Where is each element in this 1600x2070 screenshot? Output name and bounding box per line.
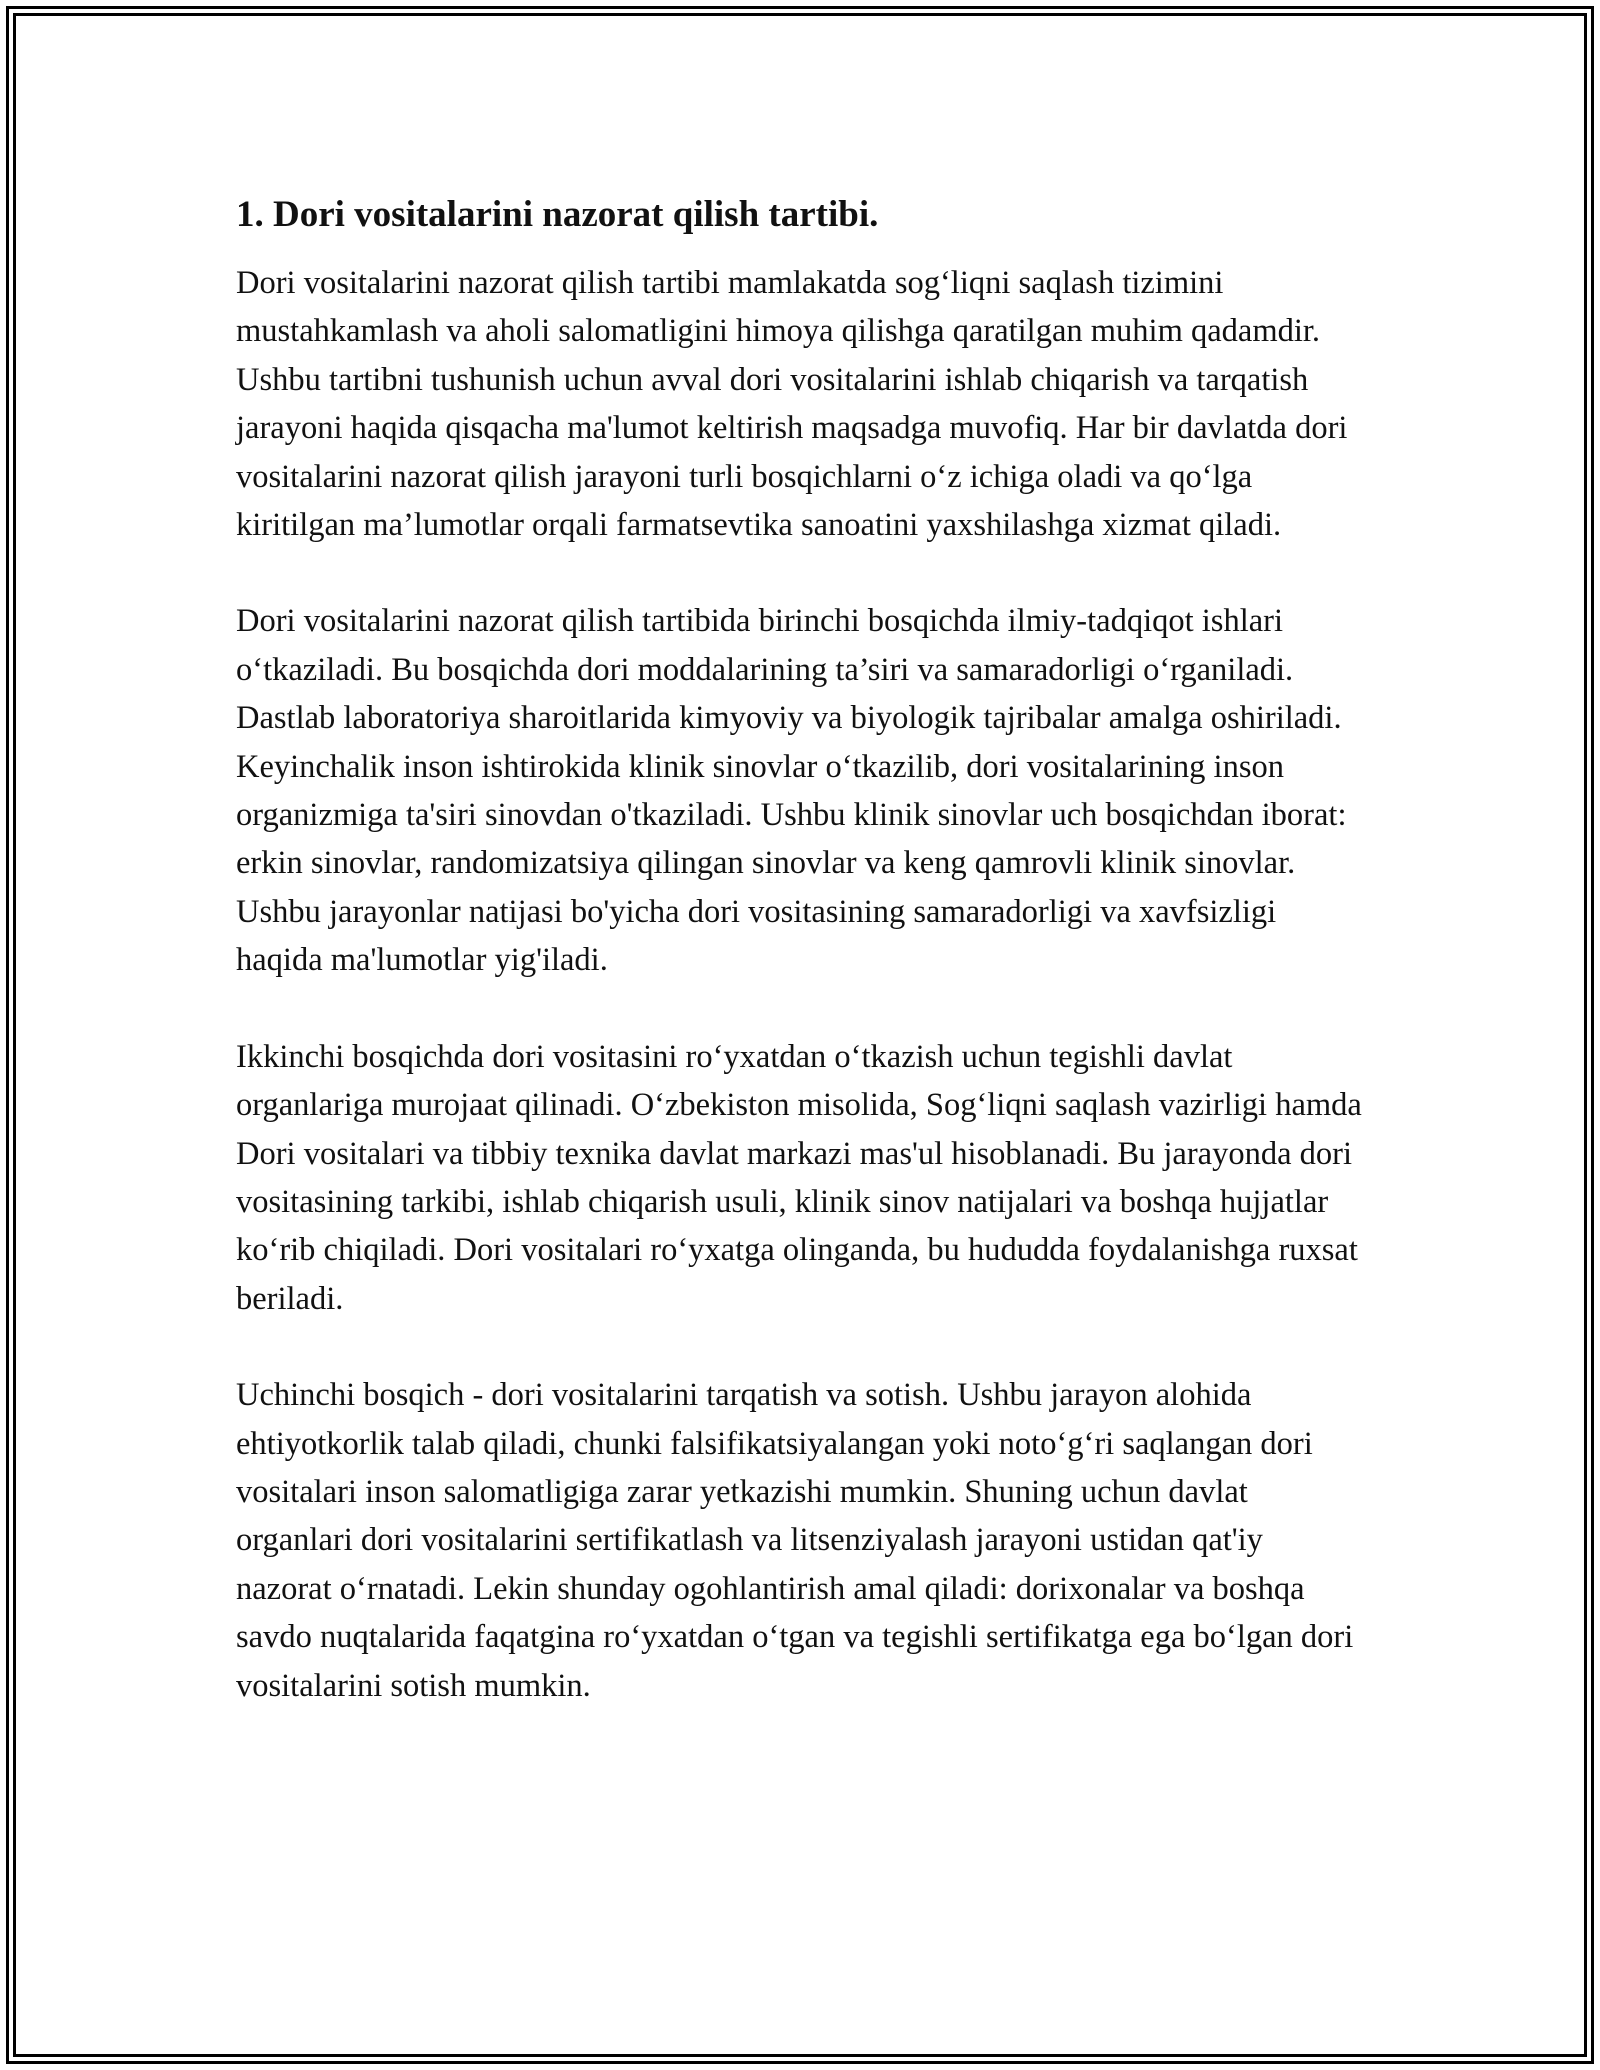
paragraph-2: Dori vositalarini nazorat qilish tartibida birinchi bosqichda ilmiy-tadqiqot ishlari o‘tkaziladi. Bu bosqichda dori moddalarining ta’siri va samaradorligi o‘rganiladi. Dastlab laboratoriya sharoitlarida kimyoviy va biyologik tajribalar amalga oshiriladi. Keyinchalik inson ishtirokida klinik sinovlar o‘tkazilib, dori vositalarining inson organizmiga ta'siri sinovdan o'tkaziladi. Ushbu klinik sinovlar uch bosqichdan iborat: erkin sinovlar, randomizatsiya qilingan sinovlar va keng qamrovli klinik sinovlar. Ushbu jarayonlar natijasi bo'yicha dori vositasining samaradorligi va xavfsizligi haqida ma'lumotlar yig'iladi. bbox=[236, 603, 1347, 979]
paragraph-4: Uchinchi bosqich - dori vositalarini tarqatish va sotish. Ushbu jarayon alohida ehtiyotkorlik talab qiladi, chunki falsifikatsiyalangan yoki noto‘g‘ri saqlangan dori vositalari inson salomatligiga zarar yetkazishi mumkin. Shuning uchun davlat organlari dori vositalarini sertifikatlash va litsenziyalash jarayoni ustidan qat'iy nazorat o‘rnatadi. Lekin shunday ogohlantirish amal qiladi: dorixonalar va boshqa savdo nuqtalarida faqatgina ro‘yxatdan o‘tgan va tegishli sertifikatga ega bo‘lgan dori vositalarini sotish mumkin. bbox=[236, 1377, 1354, 1704]
document-body bbox=[236, 188, 1366, 1758]
paragraph-1: Dori vositalarini nazorat qilish tartibi mamlakatda sog‘liqni saqlash tizimini mustahkamlash va aholi salomatligini himoya qilishga qaratilgan muhim qadamdir. Ushbu tartibni tushunish uchun avval dori vositalarini ishlab chiqarish va tarqatish jarayoni haqida qisqacha ma'lumot keltirish maqsadga muvofiq. Har bir davlatda dori vositalarini nazorat qilish jarayoni turli bosqichlarni o‘z ichiga oladi va qo‘lga kiritilgan ma’lumotlar orqali farmatsevtika sanoatini yaxshilashga xizmat qiladi. bbox=[236, 265, 1348, 544]
document-title: 1. Dori vositalarini nazorat qilish tartibi. bbox=[236, 194, 879, 235]
paragraph-3: Ikkinchi bosqichda dori vositasini ro‘yxatdan o‘tkazish uchun tegishli davlat organlariga murojaat qilinadi. O‘zbekiston misolida, Sog‘liqni saqlash vazirligi hamda Dori vositalari va tibbiy texnika davlat markazi mas'ul hisoblanadi. Bu jarayonda dori vositasining tarkibi, ishlab chiqarish usuli, klinik sinov natijalari va boshqa hujjatlar ko‘rib chiqiladi. Dori vositalari ro‘yxatga olinganda, bu hududda foydalanishga ruxsat beriladi. bbox=[236, 1038, 1362, 1317]
